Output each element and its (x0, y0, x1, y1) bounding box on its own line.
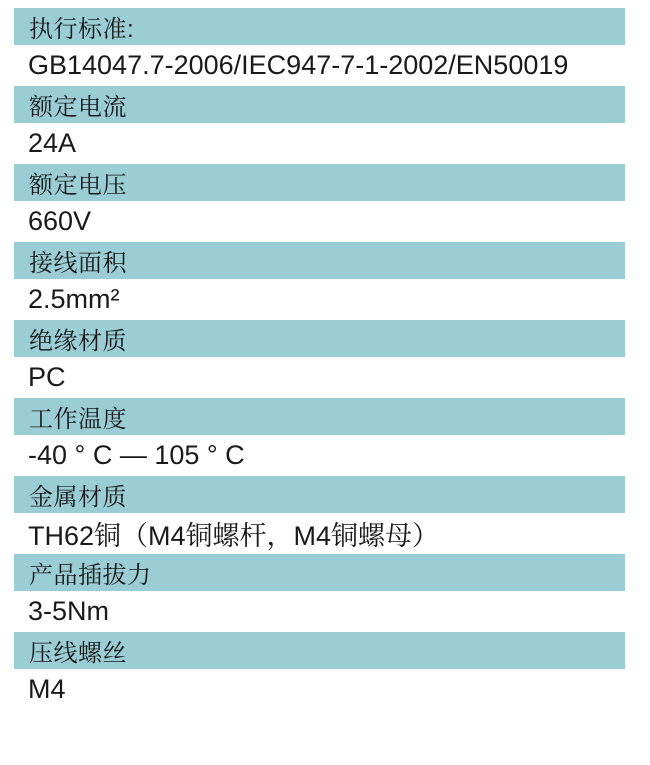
spec-value-text: 3-5Nm (28, 596, 110, 626)
spec-label: 执行标准: (29, 16, 135, 43)
spec-header-metal-material (14, 476, 625, 513)
spec-header-insulation-material (14, 320, 625, 357)
spec-value-text: M4 (28, 674, 66, 704)
spec-header-rated-current (14, 86, 625, 123)
spec-header-working-temperature (14, 398, 625, 435)
spec-header-wiring-area (14, 242, 625, 279)
spec-header-rated-voltage (14, 164, 625, 201)
spec-value-rated-current (14, 123, 625, 164)
spec-value-text: TH62铜（M4铜螺杆，M4铜螺母） (28, 521, 440, 551)
spec-value-text: 2.5mm² (28, 284, 120, 314)
spec-value-insulation-material (14, 357, 625, 398)
spec-value-text: 24A (28, 128, 77, 158)
spec-table (14, 8, 625, 710)
spec-label: 额定电压 (29, 172, 127, 199)
spec-value-text: 660V (28, 206, 92, 236)
spec-value-metal-material (14, 513, 625, 554)
spec-label: 压线螺丝 (29, 640, 127, 667)
spec-header-insertion-force (14, 554, 625, 591)
spec-label: 额定电流 (29, 94, 127, 121)
spec-value-working-temperature (14, 435, 625, 476)
spec-label: 金属材质 (29, 484, 127, 511)
spec-value-wire-clamp-screw (14, 669, 625, 710)
spec-value-rated-voltage (14, 201, 625, 242)
spec-header-wire-clamp-screw (14, 632, 625, 669)
spec-value-wiring-area (14, 279, 625, 320)
spec-value-text: GB14047.7-2006/IEC947-7-1-2002/EN50019 (28, 50, 569, 80)
spec-label: 接线面积 (29, 250, 127, 277)
spec-value-text: -40 ° C — 105 ° C (28, 440, 245, 470)
spec-value-execution-standard (14, 45, 625, 86)
spec-label: 绝缘材质 (29, 328, 127, 355)
spec-value-text: PC (28, 362, 66, 392)
spec-value-insertion-force (14, 591, 625, 632)
spec-label: 产品插拔力 (29, 562, 152, 589)
spec-header-execution-standard (14, 8, 625, 45)
spec-label: 工作温度 (29, 406, 127, 433)
